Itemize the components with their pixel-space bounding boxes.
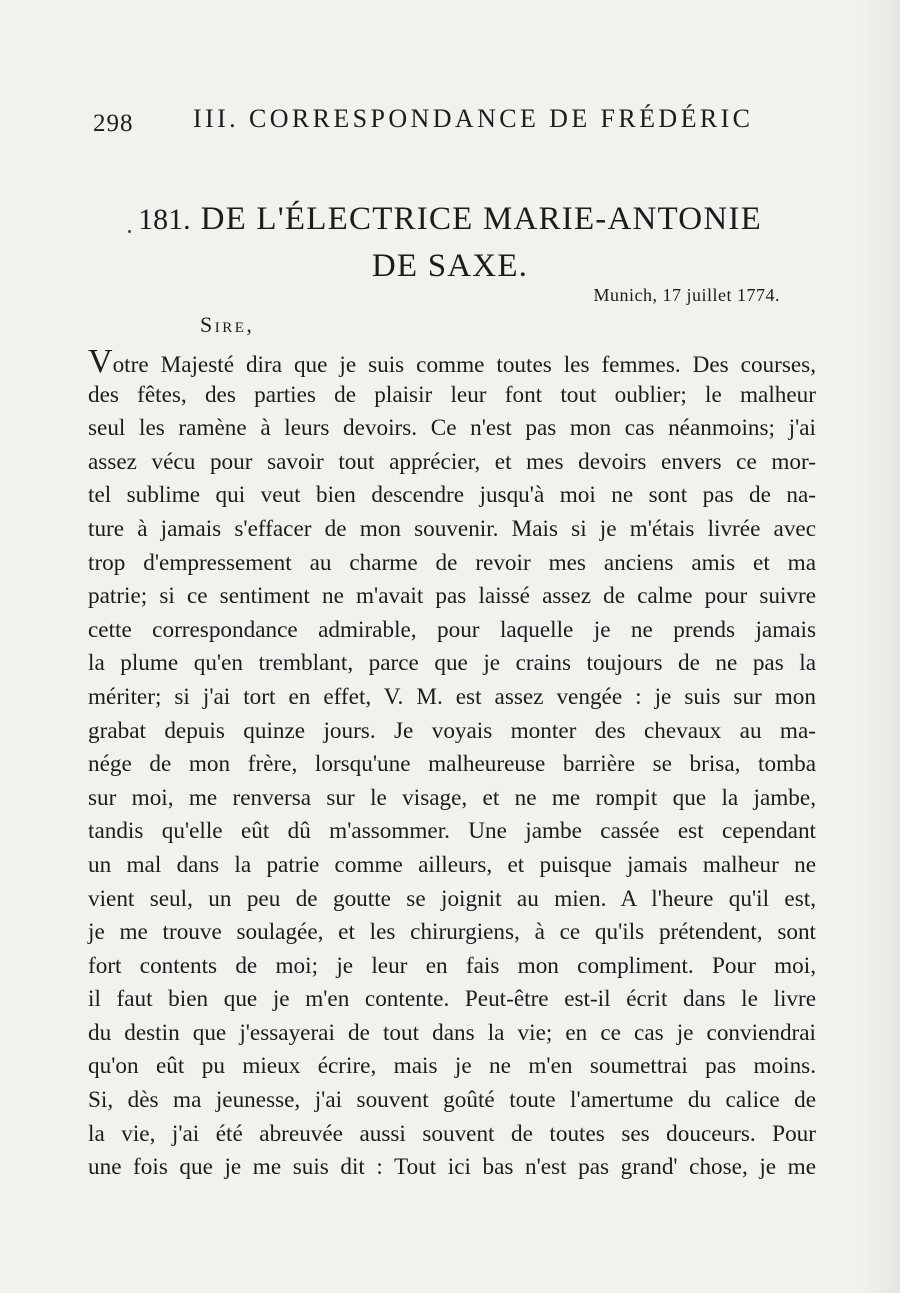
drop-cap: V — [88, 343, 113, 380]
running-head — [93, 104, 754, 144]
letter-heading-line-1 — [100, 196, 800, 243]
body-line: la plume qu'en tremblant, parce que je crains toujours de ne pas la — [88, 650, 816, 677]
body-line: une fois que je me suis dit : Tout ici bas n'est pas grand' chose, je me — [88, 1154, 816, 1181]
letter-heading — [100, 196, 800, 289]
body-line: patrie; si ce sentiment ne m'avait pas laissé assez de calme pour suivre — [88, 583, 816, 610]
letter-title-line-2: DE SAXE. — [371, 248, 529, 284]
body-line: cette correspondance admirable, pour laquelle je ne prends jamais — [88, 616, 816, 643]
letter-body — [88, 345, 816, 1185]
body-line: tel sublime qui veut bien descendre jusqu'à moi ne sont pas de na- — [88, 482, 816, 509]
body-line: un mal dans la patrie comme ailleurs, et puisque jamais malheur ne — [88, 851, 816, 878]
page-edge-shadow — [860, 0, 900, 1293]
body-line: Si, dès ma jeunesse, j'ai souvent goûté toute l'amertume du calice de — [88, 1087, 816, 1114]
body-line: mériter; si j'ai tort en effet, V. M. est assez vengée : je suis sur mon — [88, 683, 816, 710]
body-line: je me trouve soulagée, et les chirurgiens, à ce qu'ils prétendent, sont — [88, 919, 816, 946]
body-line: tandis qu'elle eût dû m'assommer. Une jambe cassée est cependant — [88, 818, 816, 845]
body-line: grabat depuis quinze jours. Je voyais monter des chevaux au ma- — [88, 717, 816, 744]
letter-number: 181. — [138, 203, 191, 236]
body-line: du destin que j'essayerai de tout dans la vie; en ce cas je conviendrai — [88, 1019, 816, 1046]
salutation: Sire, — [200, 312, 255, 337]
page-number: 298 — [93, 110, 134, 137]
body-line: ture à jamais s'effacer de mon souvenir. Mais si je m'étais livrée avec — [88, 515, 816, 542]
body-line: assez vécu pour savoir tout apprécier, et mes devoirs envers ce mor- — [88, 448, 816, 475]
body-line: seul les ramène à leurs devoirs. Ce n'est pas mon cas néanmoins; j'ai — [88, 415, 816, 442]
body-line: fort contents de moi; je leur en fais mon compliment. Pour moi, — [88, 952, 816, 979]
body-line: qu'on eût pu mieux écrire, mais je ne m'en soumettrai pas moins. — [88, 1053, 816, 1080]
body-line: la vie, j'ai été abreuvée aussi souvent de toutes ses douceurs. Pour — [88, 1120, 816, 1147]
dateline: Munich, 17 juillet 1774. — [593, 285, 780, 305]
body-line: des fêtes, des parties de plaisir leur font tout oublier; le malheur — [88, 381, 816, 408]
body-line: Votre Majesté dira que je suis comme toutes les femmes. Des courses, — [88, 343, 816, 380]
body-line: il faut bien que je m'en contente. Peut-être est-il écrit dans le livre — [88, 986, 816, 1013]
body-line: nége de mon frère, lorsqu'une malheureuse barrière se brisa, tomba — [88, 751, 816, 778]
body-line: sur moi, me renversa sur le visage, et ne me rompit que la jambe, — [88, 784, 816, 811]
body-line: trop d'empressement au charme de revoir mes anciens amis et ma — [88, 549, 816, 576]
letter-title-line-1: DE L'ÉLECTRICE MARIE-ANTONIE — [200, 201, 762, 237]
running-title: III. CORRESPONDANCE DE FRÉDÉRIC — [193, 104, 754, 133]
body-line: vient seul, un peu de goutte se joignit au mien. A l'heure qu'il est, — [88, 885, 816, 912]
